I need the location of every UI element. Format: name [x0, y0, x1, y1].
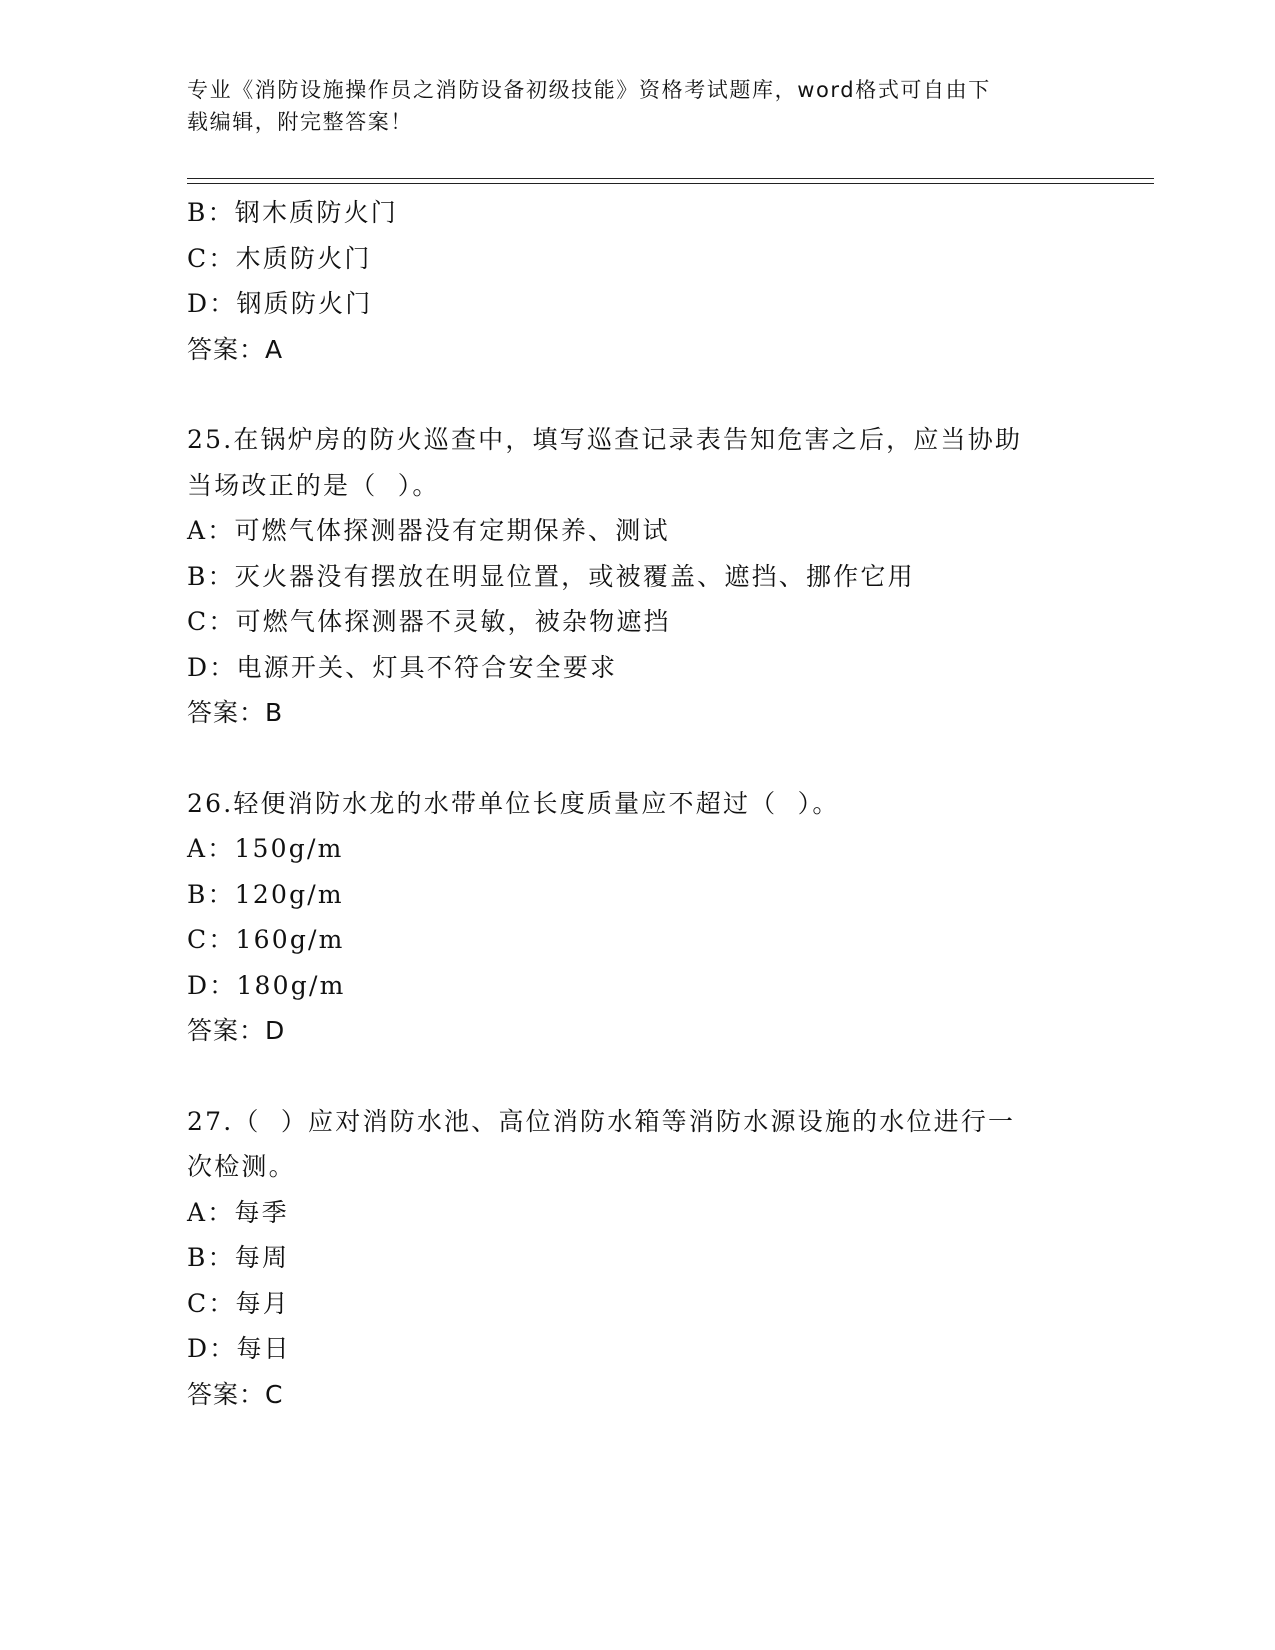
option-d: D：每日: [187, 1334, 291, 1363]
option-c: C：每月: [187, 1288, 290, 1318]
question-stem-line-1: 26.轻便消防水龙的水带单位长度质量应不超过（ ）。: [187, 788, 840, 818]
spacer: [187, 1054, 1087, 1099]
option-a: A：可燃气体探测器没有定期保养、测试: [187, 516, 670, 545]
option-a: A：150g/m: [187, 834, 344, 863]
option-b: B：钢木质防火门: [187, 198, 398, 227]
option-a: A：每季: [187, 1197, 289, 1227]
page-header: [187, 74, 1087, 138]
spacer: [187, 736, 1087, 781]
option-c: C：木质防火门: [187, 243, 372, 273]
option-b: B：120g/m: [187, 879, 344, 909]
question-list: [187, 190, 1087, 1417]
question-stem-line-1: 27.（ ）应对消防水池、高位消防水箱等消防水源设施的水位进行一: [187, 1106, 1016, 1136]
header-line-1: 专业《消防设施操作员之消防设备初级技能》资格考试题库，word格式可自由下: [187, 78, 991, 102]
question-24-continued: [187, 190, 1087, 372]
question-stem-line-2: 当场改正的是（ ）。: [187, 470, 440, 500]
spacer: [187, 372, 1087, 417]
option-b: B：每周: [187, 1243, 290, 1272]
question-stem-line-2: 次检测。: [187, 1152, 296, 1181]
answer-label: 答案：A: [187, 334, 284, 364]
option-d: D：180g/m: [187, 970, 346, 1000]
option-d: D：钢质防火门: [187, 289, 373, 318]
question-26: [187, 781, 1087, 1054]
option-c: C：可燃气体探测器不灵敏，被杂物遮挡: [187, 607, 671, 636]
option-d: D：电源开关、灯具不符合安全要求: [187, 652, 618, 682]
header-line-2: 载编辑，附完整答案！: [187, 110, 413, 134]
question-27: [187, 1099, 1087, 1418]
header-divider: [187, 178, 1154, 184]
question-25: [187, 417, 1087, 736]
option-c: C：160g/m: [187, 925, 345, 954]
question-stem-line-1: 25.在锅炉房的防火巡查中，填写巡查记录表告知危害之后，应当协助: [187, 425, 1023, 454]
option-b: B：灭火器没有摆放在明显位置，或被覆盖、遮挡、挪作它用: [187, 561, 915, 591]
answer-label: 答案：D: [187, 1016, 286, 1045]
answer-label: 答案：B: [187, 698, 284, 727]
answer-label: 答案：C: [187, 1379, 284, 1409]
